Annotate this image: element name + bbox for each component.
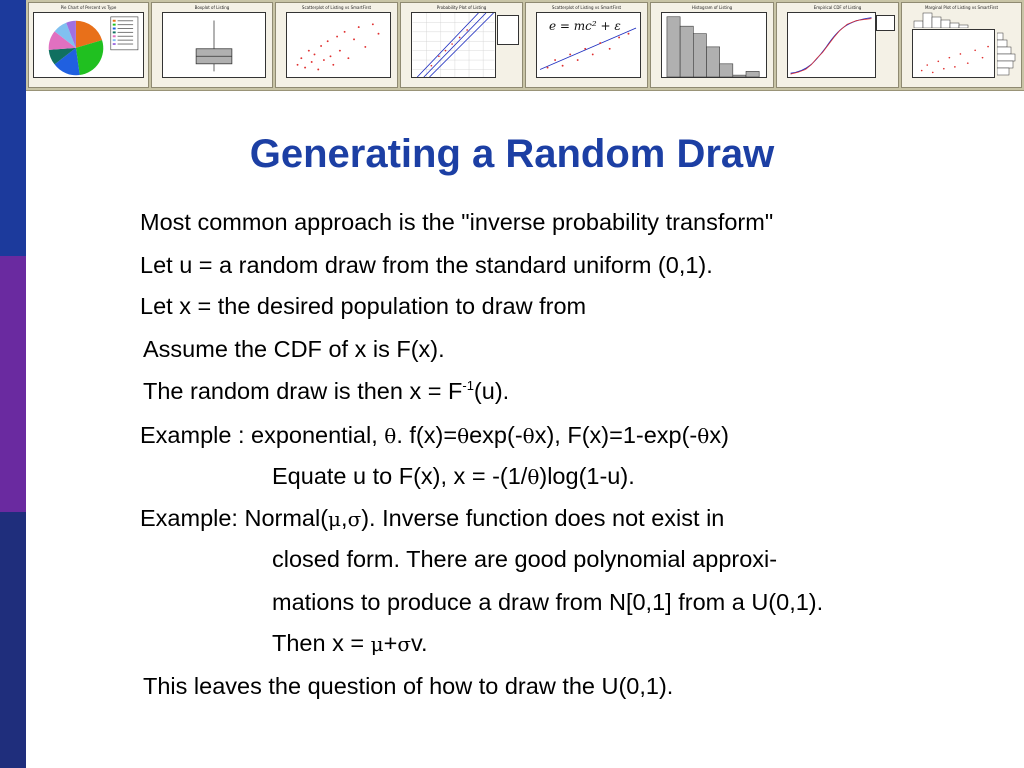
text-span: . f(x)= (396, 422, 458, 448)
thumbnail-title: Histogram of Listing (691, 5, 733, 10)
thumbnail-scatter-with-equation (525, 2, 648, 88)
cdf-graphic (788, 13, 875, 77)
marginal-side-histogram (997, 29, 1017, 80)
scatter-graphic (287, 13, 390, 77)
equation-label: e = mc² + ε (549, 19, 621, 33)
thumbnail-plot (536, 12, 641, 78)
line-define-u: Let u = a random draw from the standard uniform (0,1). (140, 252, 713, 278)
thumbnail-title: Empirical CDF of Listing (813, 5, 862, 10)
thumbnail-plot (661, 12, 767, 78)
thumbnail-empirical-cdf (776, 2, 899, 88)
text-span: + (383, 630, 398, 656)
theta-symbol: θ (384, 424, 397, 448)
line-then-x (272, 629, 428, 658)
thumbnail-plot (162, 12, 266, 78)
line-closed-form: closed form. There are good polynomial approxi- (272, 546, 778, 572)
thumbnail-plot (912, 29, 995, 78)
marginal-top-histogram (912, 11, 997, 28)
histogram-bar (733, 75, 746, 77)
sigma-symbol: σ (397, 632, 412, 656)
thumbnail-title: Pie Chart of Percent vs Type (60, 5, 117, 10)
histogram-bar (746, 71, 759, 77)
text-span: Then x = (272, 630, 371, 656)
histogram-bar (693, 34, 706, 77)
marginal-scatter-graphic (913, 30, 994, 77)
line-random-draw (143, 377, 509, 405)
chart-thumbnail-banner (26, 0, 1024, 91)
thumbnail-probability-plot (400, 2, 523, 88)
thumbnail-plot (33, 12, 144, 78)
thumbnail-plot (411, 12, 496, 78)
theta-symbol: θ (522, 424, 535, 448)
text-span: , (341, 505, 348, 531)
mu-symbol: μ (328, 507, 342, 531)
line-example-exponential (140, 421, 729, 450)
line-inverse-transform: Most common approach is the "inverse probability transform" (140, 209, 774, 235)
theta-symbol: θ (527, 465, 540, 489)
side-bar-middle (0, 256, 26, 512)
thumbnail-title: Scatterplot of Listing vs SmartFirst (301, 5, 372, 10)
thumbnail-histogram (650, 2, 774, 88)
line-approximations: mations to produce a draw from N[0,1] from a U(0,1). (272, 589, 824, 615)
text-span: x) (709, 422, 729, 448)
mu-symbol: μ (370, 632, 384, 656)
thumbnail-title: Probability Plot of Listing (436, 5, 487, 10)
histogram-bar (706, 47, 719, 77)
thumbnail-title: Marginal Plot of Listing vs SmartFirst (924, 5, 999, 10)
line-assume-cdf: Assume the CDF of x is F(x). (143, 336, 445, 362)
slide-title: Generating a Random Draw (249, 132, 775, 176)
text-span: exp(- (469, 422, 523, 448)
superscript-inverse: -1 (462, 378, 474, 393)
probability-plot-graphic (412, 13, 495, 77)
text-span: Equate u to F(x), x = -(1/ (272, 463, 528, 489)
text-span: The random draw is then x = F (143, 378, 463, 404)
histogram-bar (680, 26, 693, 77)
text-span: (u). (473, 378, 510, 404)
thumbnail-pie-chart (28, 2, 149, 88)
histogram-graphic (662, 13, 766, 77)
line-define-x: Let x = the desired population to draw from (140, 293, 587, 319)
thumbnail-legend (497, 15, 519, 45)
sigma-symbol: σ (347, 507, 362, 531)
thumbnail-plot (787, 12, 876, 78)
side-bar-bottom (0, 512, 26, 768)
text-span: )log(1-u). (539, 463, 635, 489)
text-span: ). Inverse function does not exist in (361, 505, 725, 531)
line-question: This leaves the question of how to draw the U(0,1). (143, 673, 674, 699)
boxplot-graphic (163, 13, 265, 77)
text-span: Example : exponential, (140, 422, 385, 448)
text-span: x), F(x)=1-exp(- (534, 422, 698, 448)
thumbnail-plot (286, 12, 391, 78)
thumbnail-marginal-plot (901, 2, 1022, 88)
thumbnail-title: Scatterplot of Listing vs SmartFirst (551, 5, 622, 10)
thumbnail-scatterplot (275, 2, 398, 88)
thumbnail-boxplot (151, 2, 273, 88)
pie-chart-graphic (34, 13, 143, 77)
line-equate (272, 462, 635, 491)
line-example-normal (140, 504, 724, 533)
histogram-bar (667, 17, 680, 77)
side-bar-top (0, 0, 26, 256)
theta-symbol: θ (457, 424, 470, 448)
text-span: v. (411, 630, 428, 656)
text-span: Example: Normal( (140, 505, 329, 531)
histogram-bar (720, 64, 733, 77)
thumbnail-legend (876, 15, 895, 31)
theta-symbol: θ (697, 424, 710, 448)
thumbnail-title: Boxplot of Listing (194, 5, 230, 10)
